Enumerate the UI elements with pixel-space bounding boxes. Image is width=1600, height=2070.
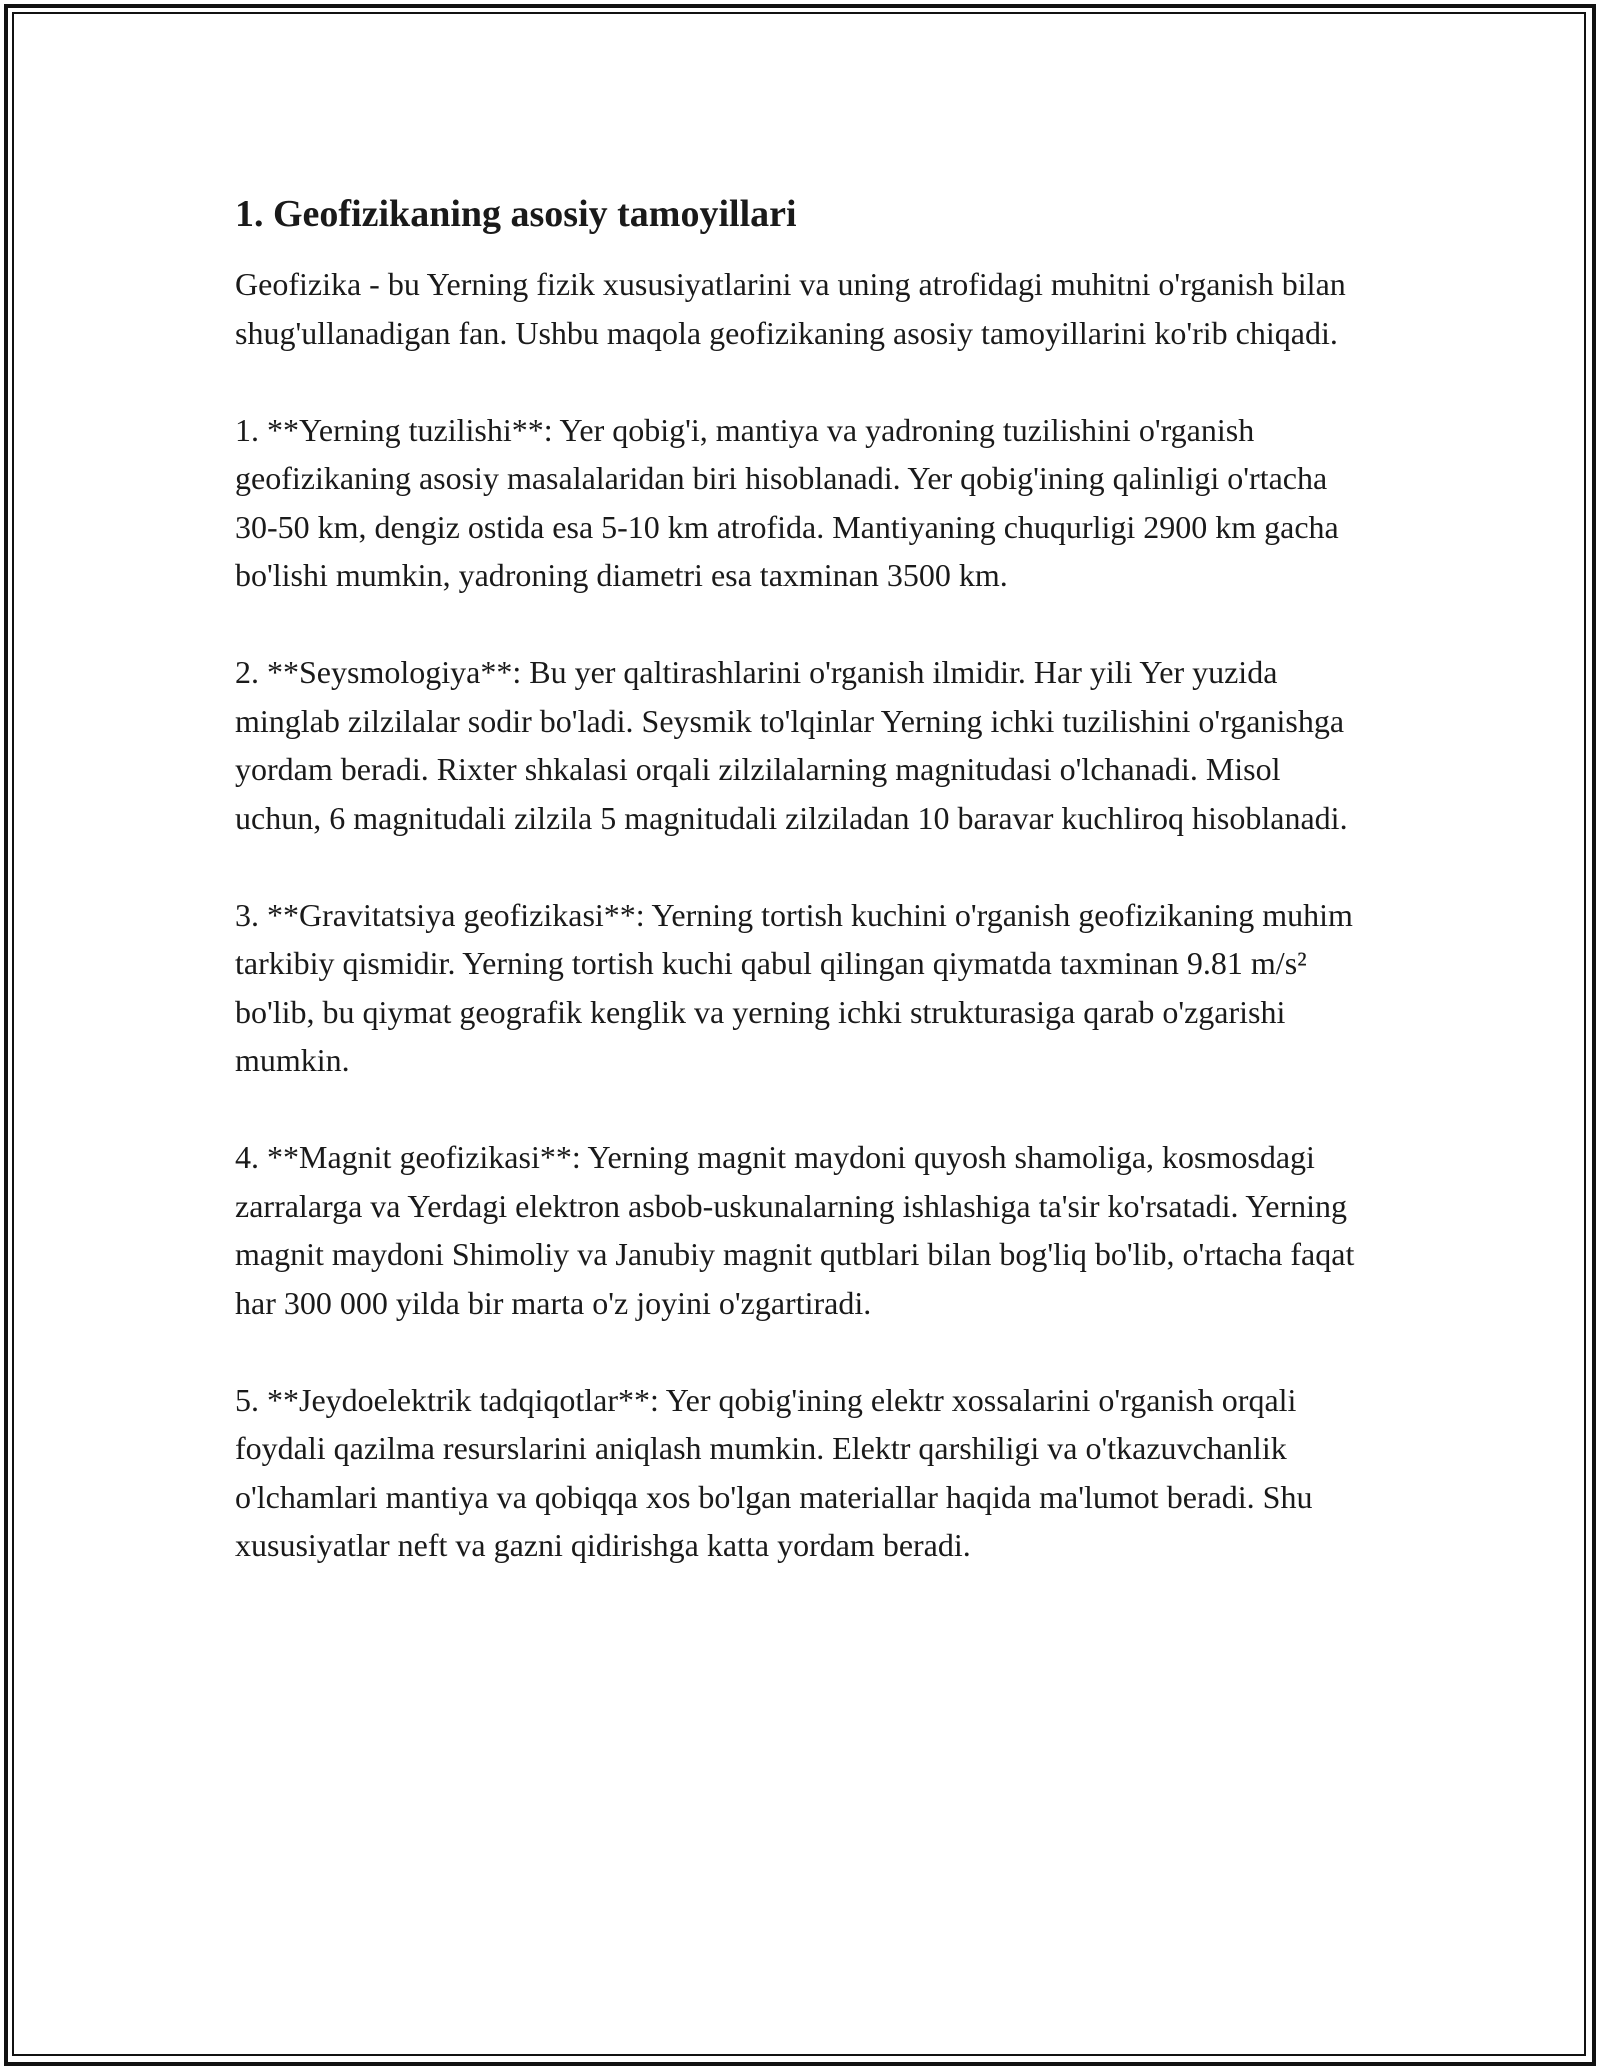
- document-body: [235, 186, 1370, 1618]
- paragraph-earth-structure: 1. **Yerning tuzilishi**: Yer qobig'i, mantiya va yadroning tuzilishini o'rganish geofizikaning asosiy masalalaridan biri hisoblanadi. Yer qobig'ining qalinligi o'rtacha 30-50 km, dengiz ostida esa 5-10 km atrofida. Mantiyaning chuqurligi 2900 km gacha bo'lishi mumkin, yadroning diametri esa taxminan 3500 km.: [235, 411, 1339, 593]
- paragraph-geoelectric: 5. **Jeydoelektrik tadqiqotlar**: Yer qobig'ining elektr xossalarini o'rganish orqali foydali qazilma resurslarini aniqlash mumkin. Elektr qarshiligi va o'tkazuvchanlik o'lchamlari mantiya va qobiqqa xos bo'lgan materiallar haqida ma'lumot beradi. Shu xususiyatlar neft va gazni qidirishga katta yordam beradi.: [235, 1381, 1313, 1563]
- paragraph-magnetic: 4. **Magnit geofizikasi**: Yerning magnit maydoni quyosh shamoliga, kosmosdagi zarralarga va Yerdagi elektron asbob-uskunalarning ishlashiga ta'sir ko'rsatadi. Yerning magnit maydoni Shimoliy va Janubiy magnit qutblari bilan bog'liq bo'lib, o'rtacha faqat har 300 000 yilda bir marta o'z joyini o'zgartiradi.: [235, 1139, 1355, 1321]
- document-title: 1. Geofizikaning asosiy tamoyillari: [235, 193, 797, 235]
- paragraph-seismology: 2. **Seysmologiya**: Bu yer qaltirashlarini o'rganish ilmidir. Har yili Yer yuzida minglab zilzilalar sodir bo'ladi. Seysmik to'lqinlar Yerning ichki tuzilishini o'rganishga yordam beradi. Rixter shkalasi orqali zilzilalarning magnitudasi o'lchanadi. Misol uchun, 6 magnitudali zilzila 5 magnitudali zilziladan 10 baravar kuchliroq hisoblanadi.: [235, 654, 1348, 836]
- paragraph-gravity: 3. **Gravitatsiya geofizikasi**: Yerning tortish kuchini o'rganish geofizikaning muhim tarkibiy qismidir. Yerning tortish kuchi qabul qilingan qiymatda taxminan 9.81 m/s² bo'lib, bu qiymat geografik kenglik va yerning ichki strukturasiga qarab o'zgarishi mumkin.: [235, 896, 1353, 1078]
- paragraph-intro: Geofizika - bu Yerning fizik xususiyatlarini va uning atrofidagi muhitni o'rganish bilan shug'ullanadigan fan. Ushbu maqola geofizikaning asosiy tamoyillarini ko'rib chiqadi.: [235, 266, 1346, 351]
